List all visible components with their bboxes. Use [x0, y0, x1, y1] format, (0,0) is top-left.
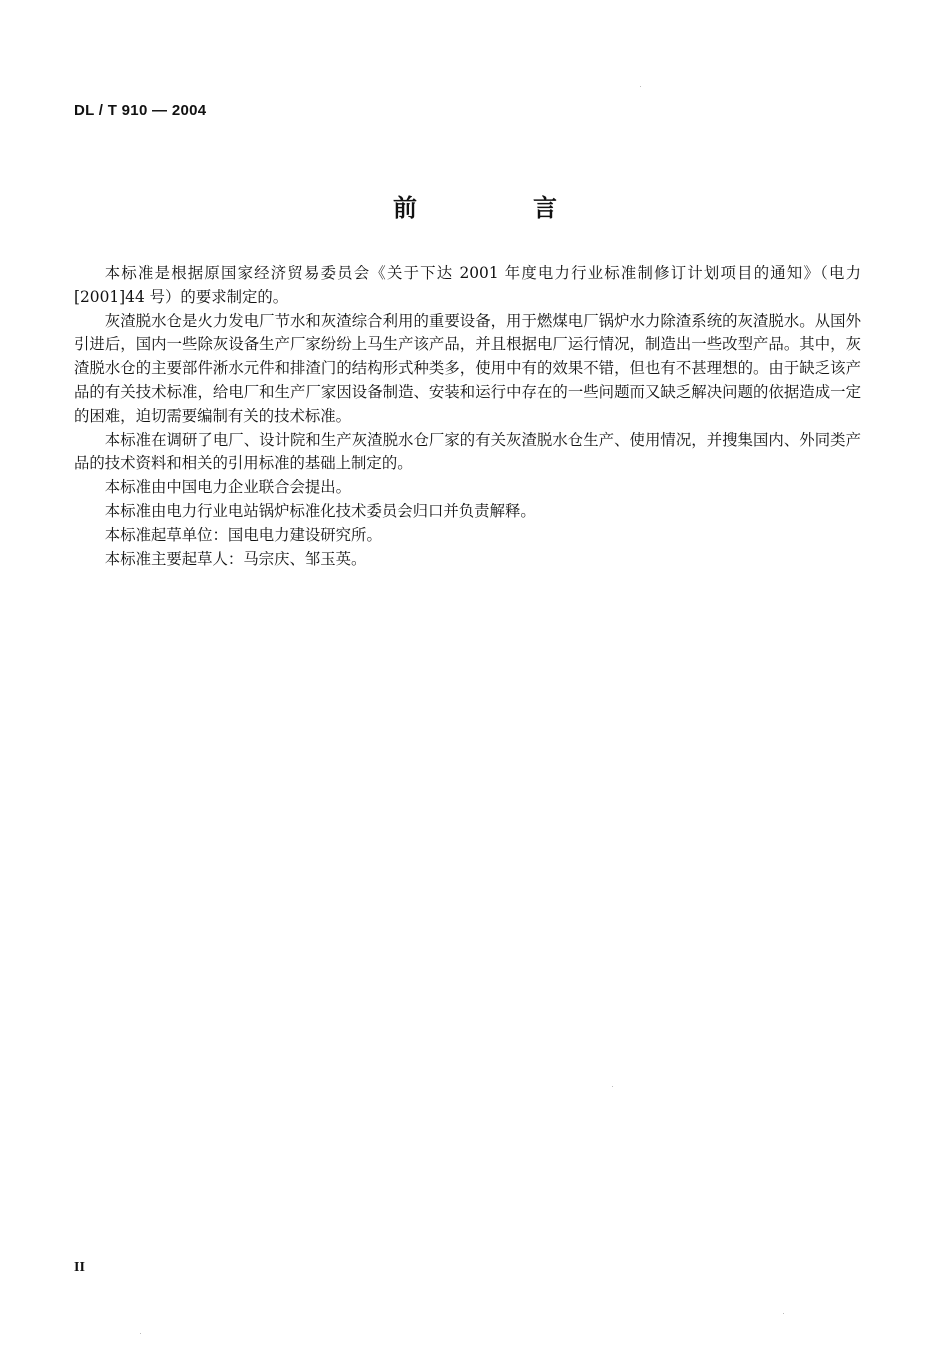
paragraph-responsible-committee: 本标准由电力行业电站锅炉标准化技术委员会归口并负责解释。	[104, 501, 536, 520]
paragraph-background: 灰渣脱水仓是火力发电厂节水和灰渣综合利用的重要设备，用于燃煤电厂锅炉水力除渣系统的灰渣脱水。从国外引进后，国内一些除灰设备生产厂家纷纷上马生产该产品，并且根据电厂运行情况，制造出一些改型产品。其中，灰渣脱水仓的主要部件淅水元件和排渣门的结构形式种类多，使用中有的效果不错，但也有不甚理想的。由于缺乏该产品的有关技术标准，给电厂和生产厂家因设备制造、安装和运行中存在的一些问题而又缺乏解决问题的依据造成一定的困难，迫切需要编制有关的技术标准。	[74, 311, 861, 425]
paragraph-drafters: 本标准主要起草人：马宗庆、邹玉英。	[104, 549, 367, 568]
scan-speck	[783, 1313, 784, 1314]
page-title: 前 言	[393, 194, 603, 222]
paragraph-basis: 本标准是根据原国家经济贸易委员会《关于下达 2001 年度电力行业标准制修订计划项目的通知》（电力[2001]44 号）的要求制定的。	[74, 264, 861, 306]
paragraph-research: 本标准在调研了电厂、设计院和生产灰渣脱水仓厂家的有关灰渣脱水仓生产、使用情况，并搜集国内、外同类产品的技术资料和相关的引用标准的基础上制定的。	[74, 430, 861, 473]
standard-code: DL / T 910 — 2004	[74, 102, 207, 119]
paragraph-drafting-unit: 本标准起草单位：国电电力建设研究所。	[104, 525, 382, 544]
paragraph-proposer: 本标准由中国电力企业联合会提出。	[104, 478, 352, 497]
foreword-body	[74, 262, 861, 571]
scan-speck	[140, 1333, 141, 1334]
scan-speck	[612, 1086, 613, 1087]
scan-speck	[640, 86, 641, 87]
page-number: II	[74, 1260, 85, 1275]
